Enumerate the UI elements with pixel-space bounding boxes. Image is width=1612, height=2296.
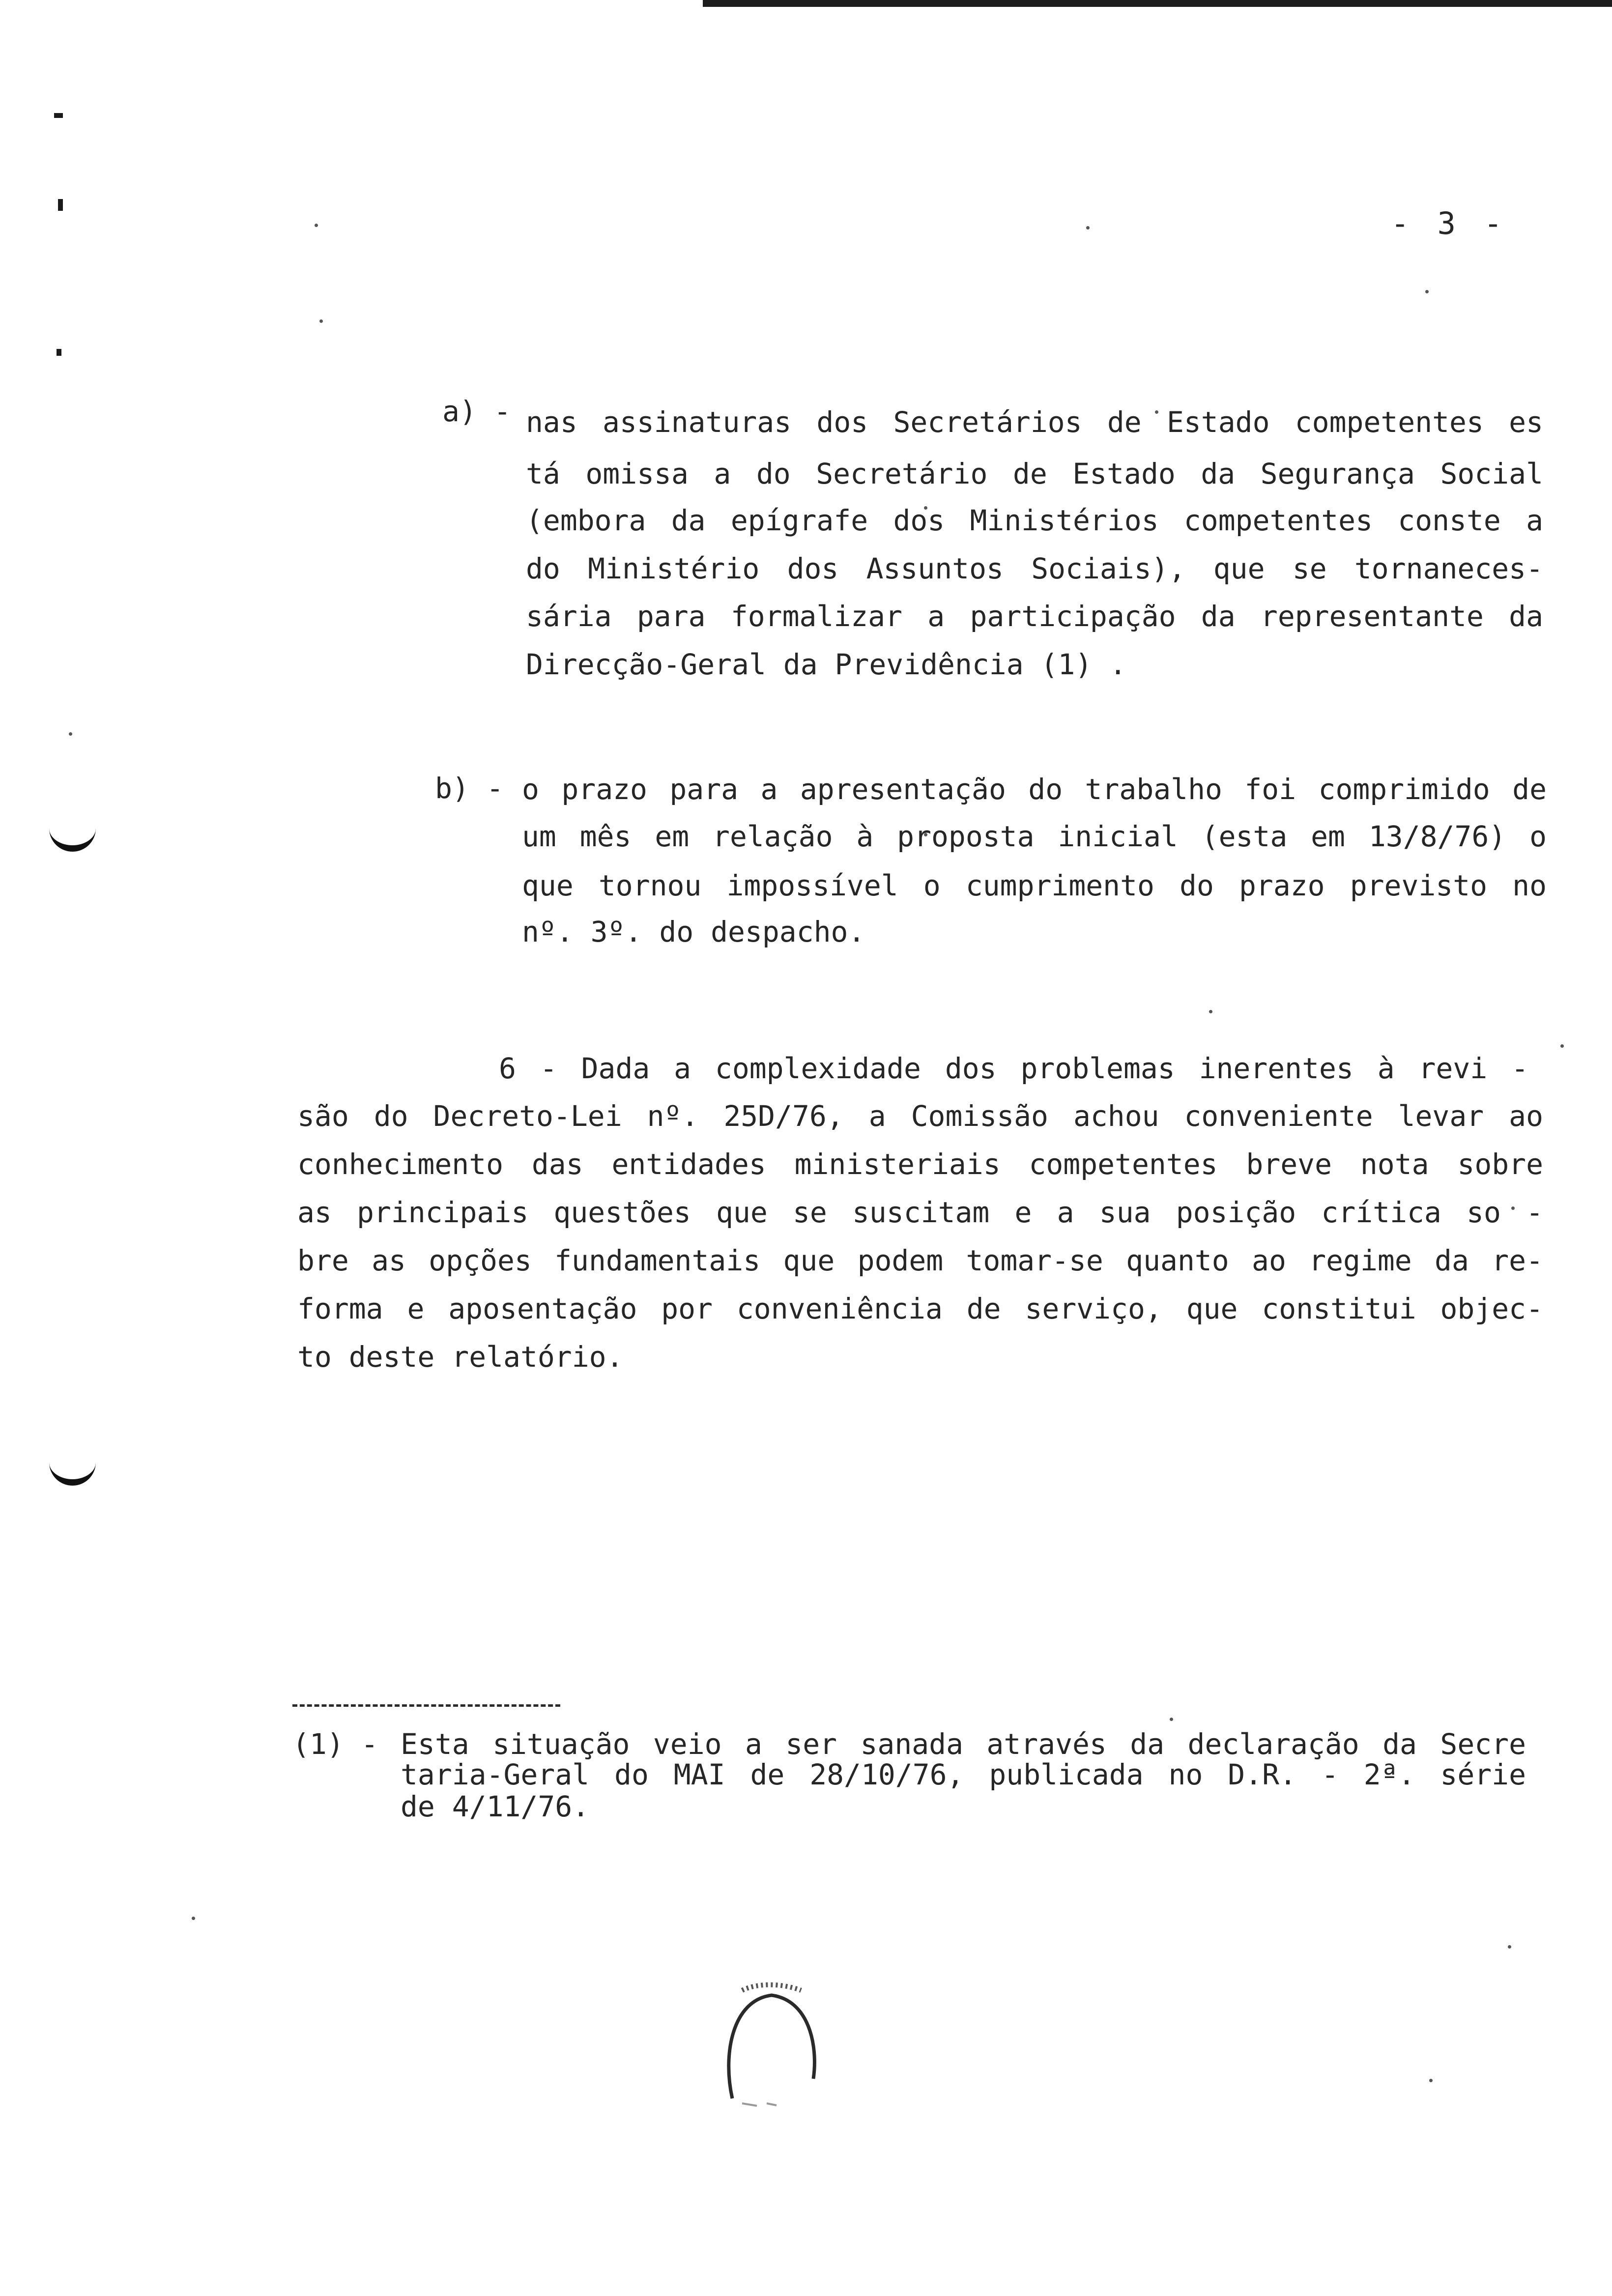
scan-speck [1508,1945,1511,1949]
scan-speck [69,732,72,736]
scan-speck [1170,1718,1173,1721]
item-a-line: (embora da epígrafe dos Ministérios competentes conste a [526,504,1543,537]
scan-speck [192,1917,195,1920]
footnote-separator [292,1704,560,1707]
section-6-line: são do Decreto-Lei nº. 25D/76, a Comissão achou conveniente levar ao [297,1099,1543,1133]
item-b-line: que tornou impossível o cumprimento do prazo previsto no [522,869,1547,902]
punch-hole-mark [49,806,96,852]
item-a-line: sária para formalizar a participação da representante da [526,600,1543,633]
scan-speck [1086,226,1090,230]
scan-speck [1429,2079,1433,2082]
stamp-mark [722,1980,821,2113]
page-number: - 3 - [1391,205,1507,241]
item-a-line: tá omissa a do Secretário de Estado da Segurança Social [526,457,1543,490]
punch-hole-mark [49,1440,96,1486]
scan-speck [315,224,318,227]
scan-speck [319,319,323,323]
item-b-label: b) - [435,772,504,805]
item-a-line: nas assinaturas dos Secretários de Estado competentes es [526,405,1543,439]
item-a-line: do Ministério dos Assuntos Sociais), que se tornaneces- [526,552,1543,585]
scan-speck [54,113,63,118]
section-6-line: bre as opções fundamentais que podem tomar-se quanto ao regime da re- [297,1244,1543,1277]
footnote-line: Esta situação veio a ser sanada através da declaração da Secre [401,1727,1526,1761]
section-6-line: to deste relatório. [297,1340,624,1374]
scan-speck [1425,290,1429,293]
section-6-line: as principais questões que se suscitam e a sua posição crítica so - [297,1196,1543,1229]
scan-speck [1560,1044,1564,1048]
footnote-line: taria-Geral do MAI de 28/10/76, publicada no D.R. - 2ª. série [401,1758,1526,1791]
item-b-line: o prazo para a apresentação do trabalho foi comprimido de [522,773,1547,806]
footnote-label: (1) - [292,1727,378,1761]
scan-speck [57,349,61,356]
scan-edge-line [703,0,1612,7]
item-b-line: nº. 3º. do despacho. [522,915,865,948]
section-6-line: 6 - Dada a complexidade dos problemas inerentes à revi - [499,1052,1528,1085]
item-b-line: um mês em relação à proposta inicial (esta em 13/8/76) o [522,820,1547,853]
scan-speck [58,199,63,211]
section-6-line: forma e aposentação por conveniência de serviço, que constitui objec- [297,1292,1543,1325]
item-a-line: Direcção-Geral da Previdência (1) . [526,648,1127,681]
section-6-line: conhecimento das entidades ministeriais competentes breve nota sobre [297,1148,1543,1181]
footnote-line: de 4/11/76. [401,1790,590,1823]
item-a-label: a) - [442,395,511,428]
scan-speck [1209,1010,1212,1013]
